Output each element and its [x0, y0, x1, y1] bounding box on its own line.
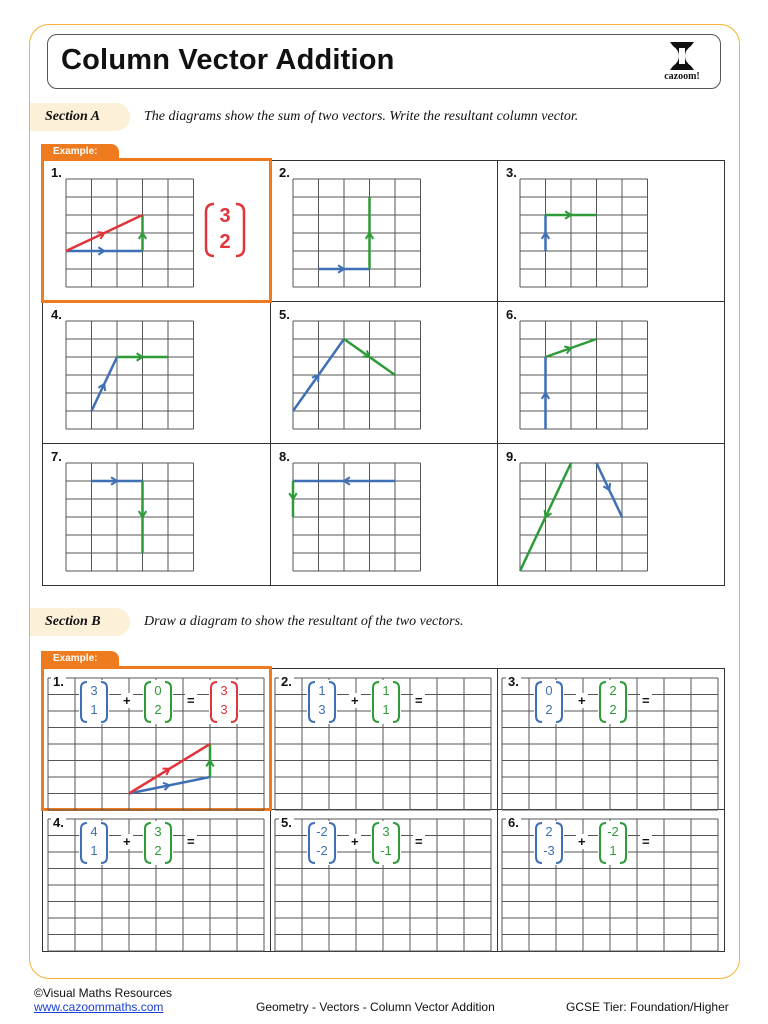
- vector-top: 3: [220, 683, 228, 698]
- question-number: 9.: [506, 449, 517, 464]
- equals-sign: =: [642, 834, 650, 849]
- question-number: 6.: [506, 307, 517, 322]
- vector-bottom: -1: [380, 843, 392, 858]
- vector-b: [143, 821, 173, 865]
- question-number: 1.: [53, 674, 64, 689]
- example-tab-b: Example:: [41, 651, 119, 667]
- topic-label: Geometry - Vectors - Column Vector Addition: [256, 1000, 495, 1014]
- vector-b: [143, 680, 173, 724]
- question-number: 2.: [279, 165, 290, 180]
- plus-sign: +: [351, 693, 359, 708]
- section-a-instruction: The diagrams show the sum of two vectors. Write the resultant column vector.: [144, 109, 579, 124]
- vector-a: [79, 821, 109, 865]
- plus-sign: +: [123, 834, 131, 849]
- plus-sign: +: [578, 834, 586, 849]
- question-number: 7.: [51, 449, 62, 464]
- question-number: 5.: [281, 815, 292, 830]
- section-b-label: Section B: [45, 614, 101, 629]
- page-title: Column Vector Addition: [61, 44, 395, 76]
- vector-bottom: 1: [90, 702, 98, 717]
- vector-bottom: 1: [90, 843, 98, 858]
- question-number: 2.: [281, 674, 292, 689]
- question-number: 1.: [51, 165, 62, 180]
- equals-sign: =: [415, 834, 423, 849]
- equals-sign: =: [415, 693, 423, 708]
- plus-sign: +: [351, 834, 359, 849]
- vector-a: [534, 680, 564, 724]
- section-a-label: Section A: [45, 109, 101, 124]
- logo-text: cazoom!: [664, 71, 700, 82]
- vector-top: 2: [609, 683, 617, 698]
- website-link[interactable]: www.cazoommaths.com: [34, 1000, 164, 1014]
- vector-a: [307, 821, 337, 865]
- vector-bottom: 2: [609, 702, 617, 717]
- vector-b: [371, 680, 401, 724]
- vector-bottom: 3: [220, 702, 228, 717]
- vector-bottom: -2: [316, 843, 328, 858]
- vector-a: [79, 680, 109, 724]
- plus-sign: +: [123, 693, 131, 708]
- equals-sign: =: [187, 834, 195, 849]
- example-tab-a: Example:: [41, 144, 119, 160]
- equals-sign: =: [187, 693, 195, 708]
- tier-label: GCSE Tier: Foundation/Higher: [566, 1000, 729, 1014]
- vector-bottom: 2: [154, 843, 162, 858]
- vector-top: 3: [382, 824, 390, 839]
- vector-top: 0: [154, 683, 162, 698]
- plus-sign: +: [578, 693, 586, 708]
- vector-top: 3: [154, 824, 162, 839]
- vector-b: [598, 680, 628, 724]
- vector-a: [534, 821, 564, 865]
- vector-bottom: 1: [382, 702, 390, 717]
- copyright: ©Visual Maths Resources: [34, 986, 173, 1000]
- question-number: 4.: [53, 815, 64, 830]
- answer-bottom: 2: [219, 231, 231, 253]
- vector-top: -2: [607, 824, 619, 839]
- question-number: 8.: [279, 449, 290, 464]
- vector-b: [371, 821, 401, 865]
- vector-top: 0: [545, 683, 553, 698]
- question-number: 4.: [51, 307, 62, 322]
- vector-top: 3: [90, 683, 98, 698]
- vector-top: 2: [545, 824, 553, 839]
- vector-bottom: 2: [545, 702, 553, 717]
- question-number: 5.: [279, 307, 290, 322]
- vector-top: 1: [318, 683, 326, 698]
- vector-a: [307, 680, 337, 724]
- vector-bottom: 3: [318, 702, 326, 717]
- section-b-instruction: Draw a diagram to show the resultant of the two vectors.: [144, 614, 464, 629]
- vector-b: [598, 821, 628, 865]
- vector-result: [209, 680, 239, 724]
- equals-sign: =: [642, 693, 650, 708]
- vector-bottom: 2: [154, 702, 162, 717]
- question-number: 3.: [506, 165, 517, 180]
- answer-top: 3: [219, 205, 231, 227]
- vector-top: 4: [90, 824, 98, 839]
- question-number: 3.: [508, 674, 519, 689]
- vector-bottom: -3: [543, 843, 555, 858]
- vector-bottom: 1: [609, 843, 617, 858]
- vector-top: -2: [316, 824, 328, 839]
- question-number: 6.: [508, 815, 519, 830]
- vector-top: 1: [382, 683, 390, 698]
